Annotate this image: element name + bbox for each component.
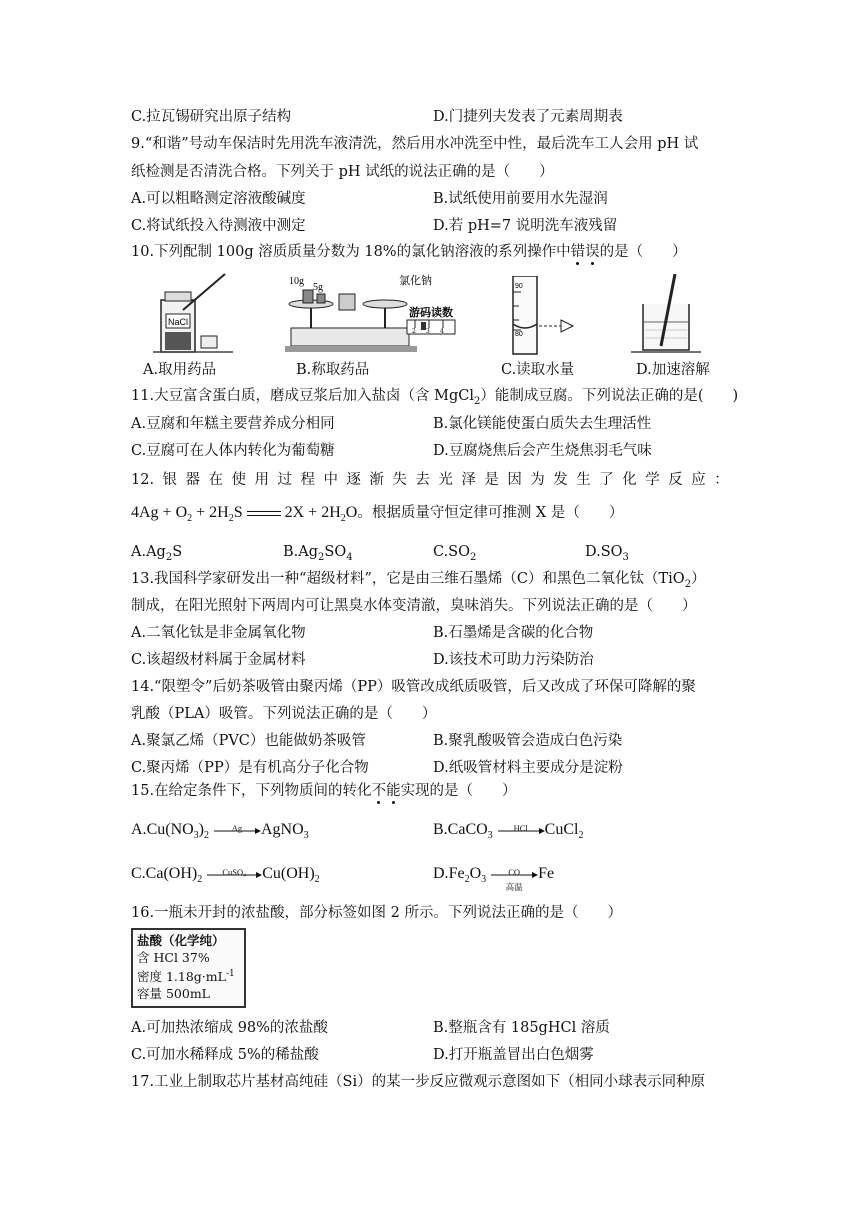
q15-emphasis-2: 能 bbox=[386, 783, 401, 799]
q12-stem-char: 器 bbox=[185, 472, 201, 488]
hydrochloric-acid-label bbox=[131, 928, 246, 1008]
q12-option-a-end: S bbox=[172, 544, 183, 560]
q8-option-d: D.门捷列夫发表了元素周期表 bbox=[433, 109, 623, 125]
q13-stem-sub: 2 bbox=[684, 578, 692, 590]
q13-stem-text: 13.我国科学家研发出一种“超级材料”，它是由三维石墨烯（C）和黑色二氧化钛（TiO bbox=[131, 571, 685, 587]
q12-option-a-text: A.Ag bbox=[131, 544, 166, 560]
q12-stem-char: 银 bbox=[162, 472, 178, 488]
q11-stem-sub: 2 bbox=[474, 395, 481, 407]
figure-a-take-reagent bbox=[153, 270, 233, 356]
acid-label-line1: 盐酸（化学纯） bbox=[137, 933, 225, 948]
q12-stem-char: 泽 bbox=[461, 472, 476, 488]
q12-stem-char: 程 bbox=[300, 472, 315, 488]
q12-stem-char: 为 bbox=[530, 472, 545, 488]
q12-option-b-text: B.Ag bbox=[283, 544, 319, 560]
q15-stem-text: 15.在给定条件下，下列物质间的转化 bbox=[131, 783, 372, 799]
figure-c-mark-90: 90 bbox=[515, 283, 523, 290]
q9-stem-line1: 9.“和谐”号动车保洁时先用洗车液清洗，然后用水冲洗至中性，最后洗车工人会用 pH 试 bbox=[131, 136, 699, 152]
q10-stem bbox=[131, 242, 687, 262]
q13-stem-line1 bbox=[131, 569, 706, 595]
q12-stem-char: 渐 bbox=[369, 472, 384, 488]
q14-stem-line1: 14.“限塑令”后奶茶吸管由聚丙烯（PP）吸管改成纸质吸管，后又改成了环保可降解的聚 bbox=[131, 679, 696, 695]
figure-b-ruler-label: 游码读数 bbox=[409, 306, 453, 319]
q12-option-d bbox=[585, 542, 629, 568]
figure-b-weight-5g: 5g bbox=[313, 282, 323, 293]
figure-a-nacl-label: NaCl bbox=[167, 317, 189, 327]
figure-b-tick-4: 4 bbox=[440, 328, 444, 335]
q12-equation-line bbox=[131, 503, 623, 529]
q10-stem-text: 10.下列配制 100g 溶质质量分数为 18%的氯化钠溶液的系列操作中 bbox=[131, 244, 571, 260]
q14-stem-line2: 乳酸（PLA）吸管。下列说法正确的是（ ） bbox=[131, 706, 437, 722]
q12-stem-char: 12. bbox=[131, 472, 155, 488]
q15-arrow-a bbox=[213, 820, 261, 840]
q15-cond-c: CuSO₄ bbox=[222, 867, 247, 878]
q10-option-d: D.加速溶解 bbox=[636, 362, 710, 378]
q11-stem bbox=[131, 386, 738, 412]
q12-stem-justified bbox=[131, 470, 729, 490]
q12-option-b-mid: SO bbox=[324, 544, 347, 560]
q12-stem-char: 化 bbox=[622, 472, 637, 488]
q16-option-c: C.可加水稀释成 5%的稀盐酸 bbox=[131, 1047, 319, 1063]
q12-stem-char: 去 bbox=[415, 472, 430, 488]
q15-option-d-label: D. bbox=[433, 865, 449, 882]
q9-option-b: B.试纸使用前要用水先湿润 bbox=[433, 191, 608, 207]
q12-option-c bbox=[433, 542, 476, 568]
q12-stem-char: ： bbox=[714, 472, 729, 488]
q12-stem-char: 在 bbox=[208, 472, 224, 488]
q12-stem-char: 发 bbox=[553, 472, 568, 488]
q15-option-b: B.CaCO$_3$ HCl CuCl$_2$ bbox=[433, 820, 583, 846]
q15-option-a: $A.Cu(NO_3)_2$ Ag AgNO$_3$ bbox=[131, 820, 309, 846]
q12-stem-char: 逐 bbox=[346, 472, 361, 488]
q15-arrow-b bbox=[497, 820, 545, 840]
q12-option-d-sub: 3 bbox=[622, 551, 629, 563]
q11-stem-text: 11.大豆富含蛋白质，磨成豆浆后加入盐卤（含 MgCl bbox=[131, 388, 475, 404]
q9-option-a: A.可以粗略测定溶液酸碱度 bbox=[131, 191, 306, 207]
figure-b-weight-10g: 10g bbox=[289, 276, 304, 287]
q13-stem-end: ） bbox=[691, 571, 706, 587]
q12-stem-char: 过 bbox=[277, 472, 292, 488]
q12-stem-char: 使 bbox=[231, 472, 246, 488]
figure-b-tick-3: 3 bbox=[426, 328, 430, 335]
figure-b-salt-label: 氯化钠 bbox=[399, 274, 432, 287]
q13-option-c: C.该超级材料属于金属材料 bbox=[131, 652, 306, 668]
q14-option-b: B.聚乳酸吸管会造成白色污染 bbox=[433, 733, 623, 749]
q11-option-a: A.豆腐和年糕主要营养成分相同 bbox=[131, 416, 335, 432]
q12-stem-char: 光 bbox=[438, 472, 453, 488]
q12-stem-char: 因 bbox=[507, 472, 522, 488]
q16-option-d: D.打开瓶盖冒出白色烟雾 bbox=[433, 1047, 594, 1063]
q16-option-b: B.整瓶含有 185gHCl 溶质 bbox=[433, 1020, 610, 1036]
q12-option-c-text: C.SO bbox=[433, 544, 471, 560]
q15-stem bbox=[131, 781, 517, 801]
q15-option-c: $C.Ca(OH)_2$ CuSO₄ $Cu(OH)_2$ bbox=[131, 864, 320, 890]
q15-option-a-label: A. bbox=[131, 821, 147, 838]
q15-stem-end: 实现的是（ ） bbox=[400, 783, 517, 799]
q15-cond-d-2: 高温 bbox=[505, 882, 523, 893]
q15-arrow-c bbox=[206, 864, 262, 884]
q10-option-c: C.读取水量 bbox=[501, 362, 575, 378]
q16-option-a: A.可加热浓缩成 98%的浓盐酸 bbox=[131, 1020, 328, 1036]
figure-b-weighing bbox=[281, 270, 457, 356]
q12-option-b bbox=[283, 542, 353, 568]
q15-arrow-d bbox=[490, 864, 538, 893]
acid-label-line4: 容量 500mL bbox=[137, 986, 210, 1002]
acid-label-line2: 含 HCl 37% bbox=[137, 950, 210, 965]
q17-stem: 17.工业上制取芯片基材高纯硅（Si）的某一步反应微观示意图如下（相同小球表示同种原 bbox=[131, 1074, 706, 1090]
acid-label-line3-sup: -1 bbox=[225, 969, 235, 979]
q12-equation: $4Ag + O_2 + 2H_2S$ $2X + 2H_2O$ bbox=[131, 504, 358, 525]
q12-equation-text: 。根据质量守恒定律可推测 X 是（ ） bbox=[357, 505, 624, 521]
q8-option-c: C.拉瓦锡研究出原子结构 bbox=[131, 109, 292, 125]
q14-option-c: C.聚丙烯（PP）是有机高分子化合物 bbox=[131, 760, 369, 776]
q15-option-b-label: B. bbox=[433, 821, 448, 838]
q15-cond-b: HCl bbox=[513, 823, 528, 834]
acid-label-line3-text: 密度 1.18g·mL bbox=[137, 969, 226, 985]
q12-stem-char: 失 bbox=[392, 472, 407, 488]
q11-option-d: D.豆腐烧焦后会产生烧焦羽毛气味 bbox=[433, 443, 652, 459]
q12-option-d-text: D.SO bbox=[585, 544, 623, 560]
q10-emphasis-2: 误 bbox=[585, 244, 600, 260]
q9-option-c: C.将试纸投入待测液中测定 bbox=[131, 218, 306, 234]
q12-stem-char: 反 bbox=[668, 472, 683, 488]
q9-option-d: D.若 pH=7 说明洗车液残留 bbox=[433, 218, 618, 234]
q10-emphasis-1: 错 bbox=[570, 244, 586, 260]
figure-c-read-volume bbox=[503, 276, 583, 356]
q12-option-b-sub: 2 bbox=[318, 551, 325, 563]
acid-label-line3 bbox=[137, 966, 240, 985]
q16-stem: 16.一瓶未开封的浓盐酸，部分标签如图 2 所示。下列说法正确的是（ ） bbox=[131, 905, 623, 921]
q13-stem-line2: 制成，在阳光照射下两周内可让黑臭水体变清澈，臭味消失。下列说法正确的是（ ） bbox=[131, 598, 697, 614]
q15-option-d: $D.Fe_2O_3$ CO 高温 Fe bbox=[433, 864, 554, 890]
q12-option-c-sub: 2 bbox=[470, 551, 477, 563]
q11-stem-text-2: ）能制成豆腐。下列说法正确的是( ) bbox=[480, 388, 739, 404]
q12-stem-char: 了 bbox=[599, 472, 614, 488]
q12-option-a bbox=[131, 542, 182, 568]
q12-stem-char: 是 bbox=[484, 472, 499, 488]
q12-stem-char: 应 bbox=[691, 472, 706, 488]
figure-d-stir-dissolve bbox=[631, 270, 701, 356]
q15-emphasis-1: 不 bbox=[371, 783, 387, 799]
q15-cond-d: CO bbox=[508, 867, 521, 878]
q15-cond-a: Ag bbox=[231, 823, 243, 834]
q11-option-c: C.豆腐可在人体内转化为葡萄糖 bbox=[131, 443, 335, 459]
q10-option-a: A.取用药品 bbox=[143, 362, 217, 378]
q12-option-a-sub: 2 bbox=[165, 551, 173, 563]
q12-option-b-sub2: 4 bbox=[346, 551, 353, 563]
q13-option-b: B.石墨烯是含碳的化合物 bbox=[433, 625, 594, 641]
q14-option-a: A.聚氯乙烯（PVC）也能做奶茶吸管 bbox=[131, 733, 366, 749]
q11-option-b: B.氯化镁能使蛋白质失去生理活性 bbox=[433, 416, 652, 432]
q10-option-b: B.称取药品 bbox=[296, 362, 370, 378]
q14-option-d: D.纸吸管材料主要成分是淀粉 bbox=[433, 760, 623, 776]
q13-option-d: D.该技术可助力污染防治 bbox=[433, 652, 594, 668]
q10-stem-end: 的是（ ） bbox=[599, 244, 687, 260]
q12-stem-char: 中 bbox=[323, 472, 338, 488]
q13-option-a: A.二氧化钛是非金属氧化物 bbox=[131, 625, 306, 641]
q12-stem-char: 用 bbox=[254, 472, 269, 488]
q9-stem-line2: 纸检测是否清洗合格。下列关于 pH 试纸的说法正确的是（ ） bbox=[131, 164, 554, 180]
q15-option-c-label: C. bbox=[131, 865, 146, 882]
figure-b-tick-2: 2 bbox=[412, 328, 416, 335]
q12-stem-char: 学 bbox=[645, 472, 660, 488]
figure-c-mark-80: 80 bbox=[515, 331, 523, 338]
q12-stem-char: 生 bbox=[576, 472, 591, 488]
